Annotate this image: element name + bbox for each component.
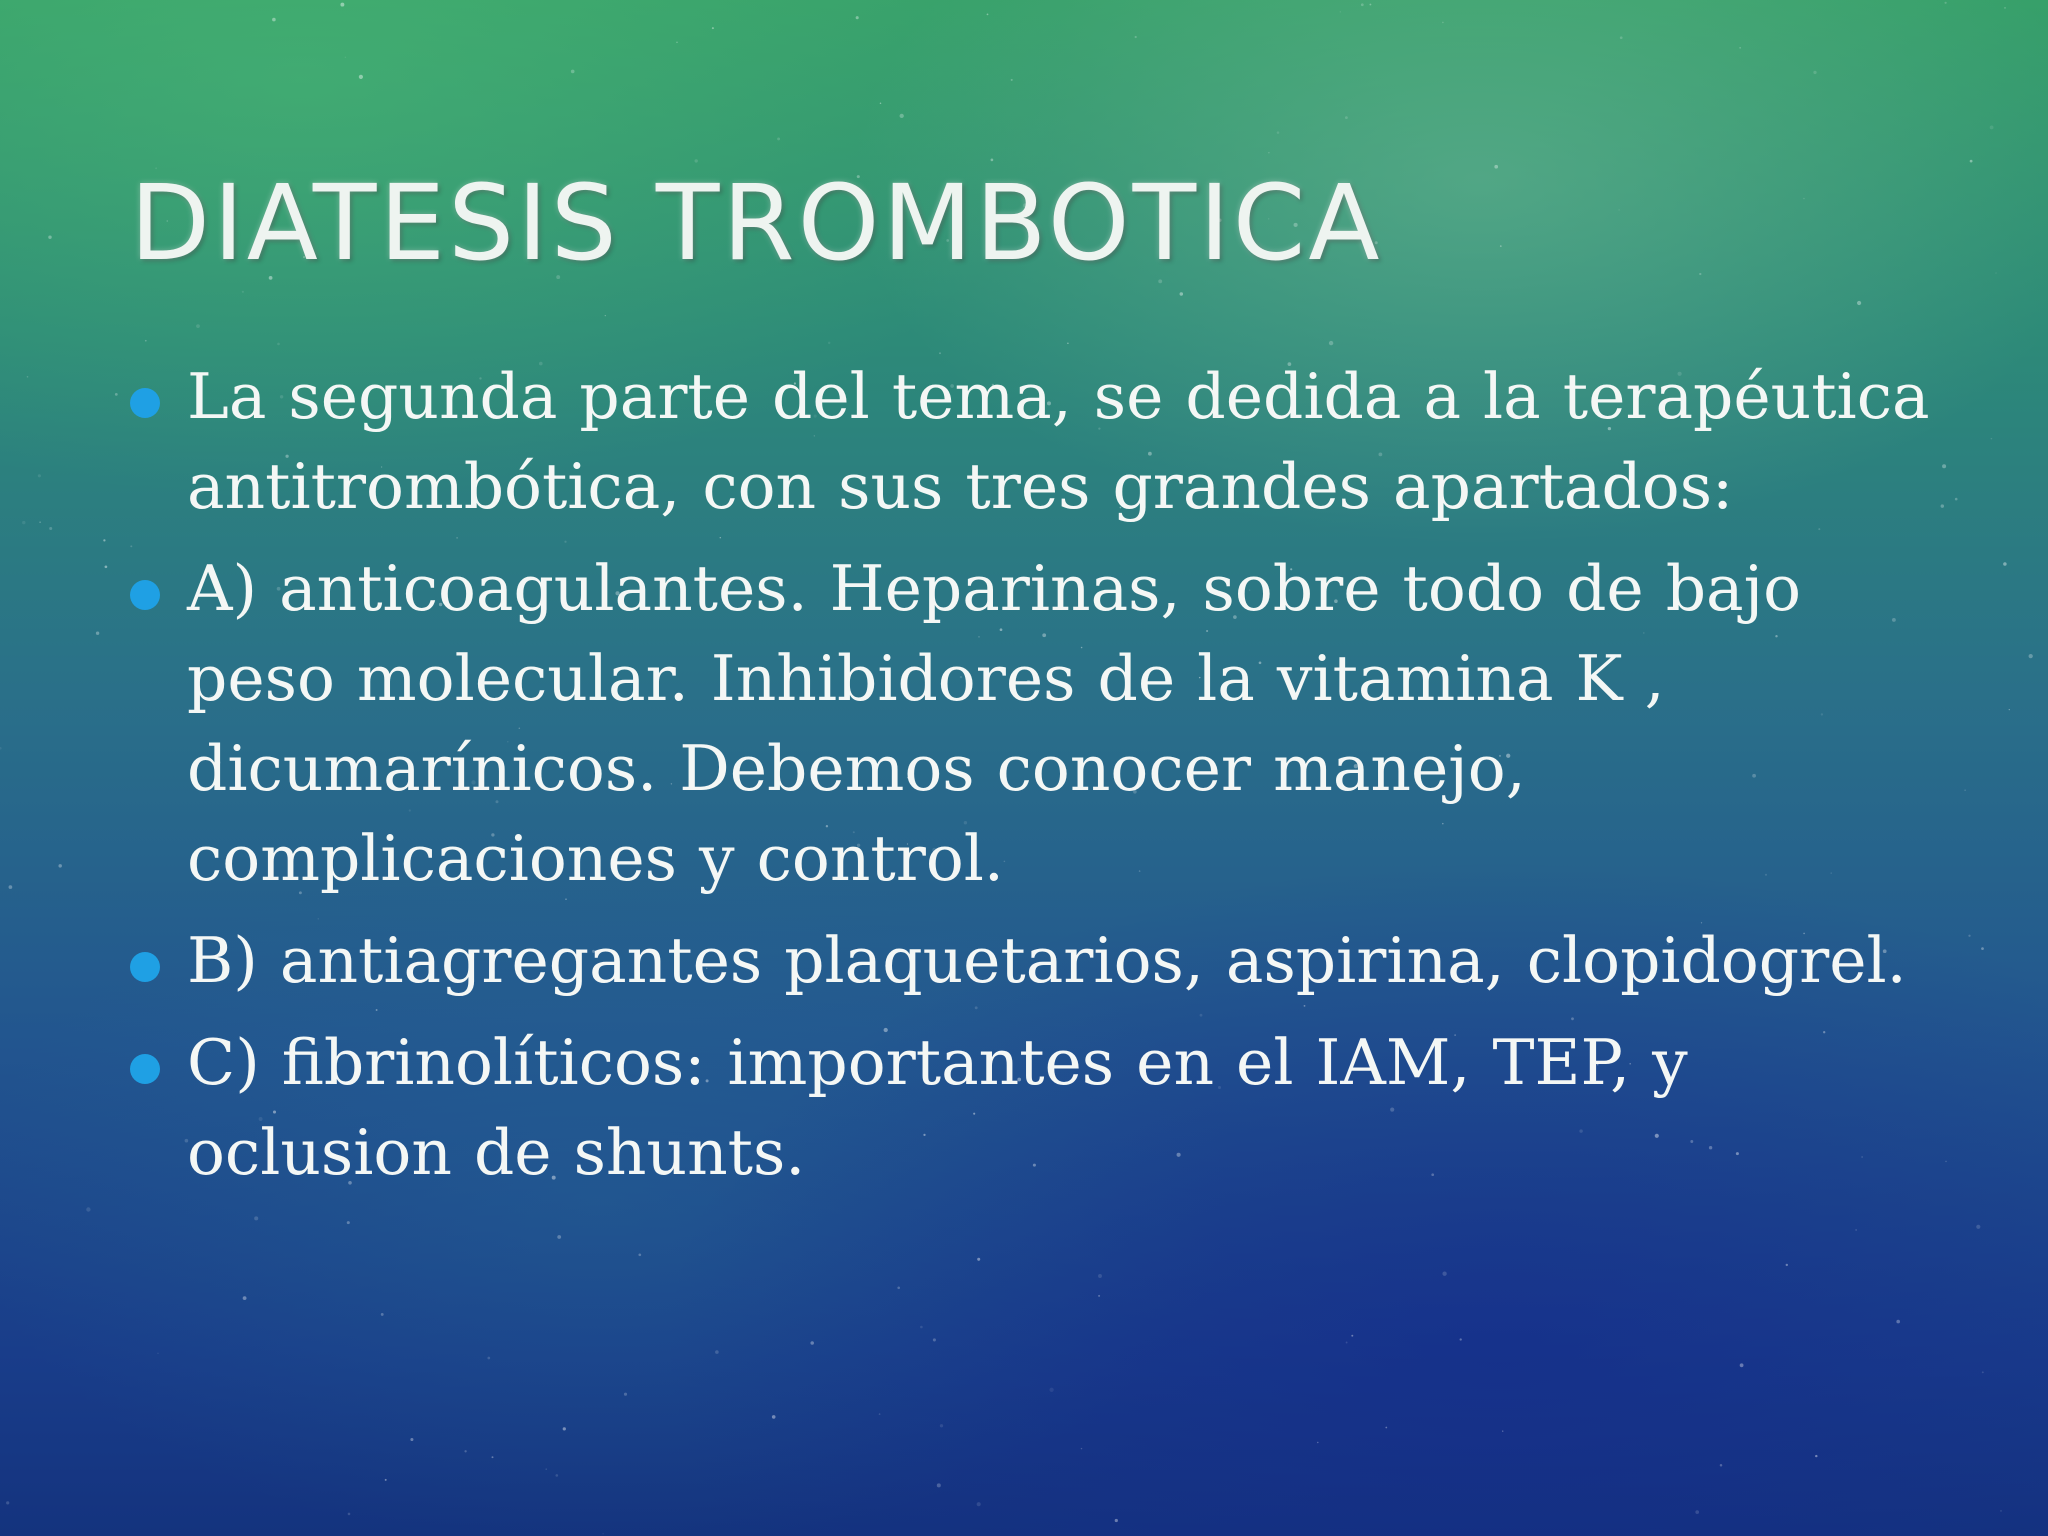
bullet-line: C) fibrinolíticos: importantes en el IAM, TEP, y (187, 1026, 1688, 1099)
star (1268, 152, 1269, 153)
star (1786, 1264, 1788, 1266)
star (345, 57, 346, 58)
star (940, 1424, 943, 1427)
star (385, 1479, 387, 1481)
star (1369, 4, 1371, 6)
star (991, 159, 994, 162)
star (277, 343, 280, 346)
star (1695, 1510, 1699, 1514)
star (1976, 1225, 1980, 1229)
star (58, 864, 61, 867)
star (624, 1393, 627, 1396)
star (1115, 1519, 1118, 1522)
star (810, 1341, 814, 1345)
star (1855, 1229, 1856, 1230)
star (492, 1456, 494, 1458)
star (977, 1258, 980, 1261)
star (1346, 1342, 1348, 1344)
star (1098, 1274, 1102, 1278)
bullet-item (130, 352, 1930, 532)
star (6, 1501, 9, 1504)
star (145, 340, 147, 342)
star (1699, 273, 1701, 275)
star (1720, 1464, 1723, 1467)
star (676, 42, 677, 43)
star (1500, 245, 1502, 247)
star (348, 1513, 351, 1516)
star (879, 1413, 881, 1415)
star (777, 137, 780, 140)
bullet-line: oclusion de shunts. (187, 1116, 806, 1189)
star (0, 747, 2, 750)
star (1180, 292, 1183, 295)
star (715, 1350, 719, 1354)
star (22, 521, 25, 524)
star (880, 102, 882, 104)
star (464, 1450, 466, 1452)
star (1981, 947, 1984, 950)
star (920, 1326, 923, 1329)
star (605, 315, 606, 316)
star (410, 1438, 413, 1441)
star (856, 16, 859, 19)
star (1896, 1320, 1900, 1324)
star (1049, 1388, 1053, 1392)
star (487, 1357, 490, 1360)
star (2029, 654, 2033, 658)
star (1815, 1455, 1817, 1457)
star (86, 1207, 90, 1211)
bullet-line: peso molecular. Inhibidores de la vitamina K , (187, 642, 1665, 715)
bullet-line: A) anticoagulantes. Heparinas, sobre todo de bajo (187, 552, 1802, 625)
star (987, 14, 989, 16)
star (49, 527, 52, 530)
star (272, 18, 276, 22)
slide-title: DIATESIS TROMBOTICA (130, 162, 1383, 284)
bullet-icon (130, 952, 160, 982)
star (1098, 1295, 1100, 1297)
bullet-item (130, 1018, 1930, 1198)
star (1460, 1338, 1462, 1340)
bullet-line: La segunda parte del tema, se dedida a la terapéutica (187, 360, 1930, 433)
star (897, 1286, 900, 1289)
star (48, 235, 51, 238)
star (1813, 71, 1816, 74)
star (712, 27, 714, 29)
star (1385, 1427, 1387, 1429)
star (1618, 209, 1620, 211)
bullet-line: antitrombótica, con sus tres grandes apartados: (187, 450, 1734, 523)
star (105, 565, 108, 568)
star (1955, 498, 1958, 501)
star (828, 342, 830, 344)
star (2000, 1510, 2002, 1512)
star (1620, 36, 1623, 39)
star (563, 1427, 566, 1430)
bullet-icon (130, 1054, 160, 1084)
star (359, 75, 363, 79)
star (1944, 2, 1946, 4)
star (555, 1474, 558, 1477)
star (546, 1468, 547, 1469)
star (557, 1235, 561, 1239)
star (1803, 198, 1805, 200)
star (1857, 301, 1861, 305)
star (1277, 131, 1280, 134)
star (1502, 1430, 1503, 1431)
star (1361, 3, 1364, 6)
star (1942, 464, 1946, 468)
star (571, 70, 575, 74)
star (602, 1533, 603, 1534)
bullet-line: dicumarínicos. Debemos conocer manejo, (187, 732, 1526, 805)
star (1964, 790, 1965, 791)
star (1941, 504, 1944, 507)
star (254, 1216, 258, 1220)
star (1945, 1161, 1947, 1163)
star (772, 1415, 776, 1419)
star (1970, 160, 1973, 163)
star (1995, 272, 1997, 274)
star (1968, 935, 1970, 937)
star (1991, 438, 1993, 440)
star (115, 393, 118, 396)
star (1351, 1335, 1353, 1337)
bullet-icon (130, 388, 160, 418)
star (2004, 7, 2006, 8)
star (900, 114, 904, 118)
star (1317, 1442, 1318, 1443)
star (196, 324, 200, 328)
star (157, 1353, 158, 1354)
star (39, 521, 41, 523)
star (937, 1483, 941, 1487)
star (96, 632, 99, 635)
star (2003, 562, 2007, 566)
star (243, 1296, 247, 1300)
star (2009, 709, 2010, 710)
star (1340, 11, 1341, 12)
star (381, 1313, 384, 1316)
star (1740, 1363, 1744, 1367)
star (1442, 22, 1444, 24)
bullet-list (130, 352, 1930, 1210)
star (1990, 125, 1994, 129)
star (1135, 36, 1137, 38)
bullet-item (130, 544, 1930, 904)
star (27, 376, 29, 378)
star (638, 1253, 641, 1256)
bullet-icon (130, 580, 160, 610)
star (347, 1221, 350, 1224)
star (103, 539, 105, 541)
star (977, 1502, 981, 1506)
star (1345, 116, 1348, 119)
star (340, 3, 344, 7)
star (1494, 165, 1498, 169)
star (1067, 343, 1069, 345)
bullet-item (130, 916, 1930, 1006)
star (1982, 1371, 1984, 1373)
bullet-line: complicaciones y control. (187, 822, 1004, 895)
star (1081, 1448, 1082, 1449)
star (1442, 1272, 1446, 1276)
star (1011, 79, 1013, 81)
star (1329, 341, 1333, 345)
star (1739, 47, 1740, 48)
star (9, 885, 13, 889)
star (933, 1338, 936, 1341)
bullet-line: B) antiagregantes plaquetarios, aspirina, clopidogrel. (187, 924, 1907, 997)
star (242, 291, 244, 293)
star (38, 474, 41, 477)
